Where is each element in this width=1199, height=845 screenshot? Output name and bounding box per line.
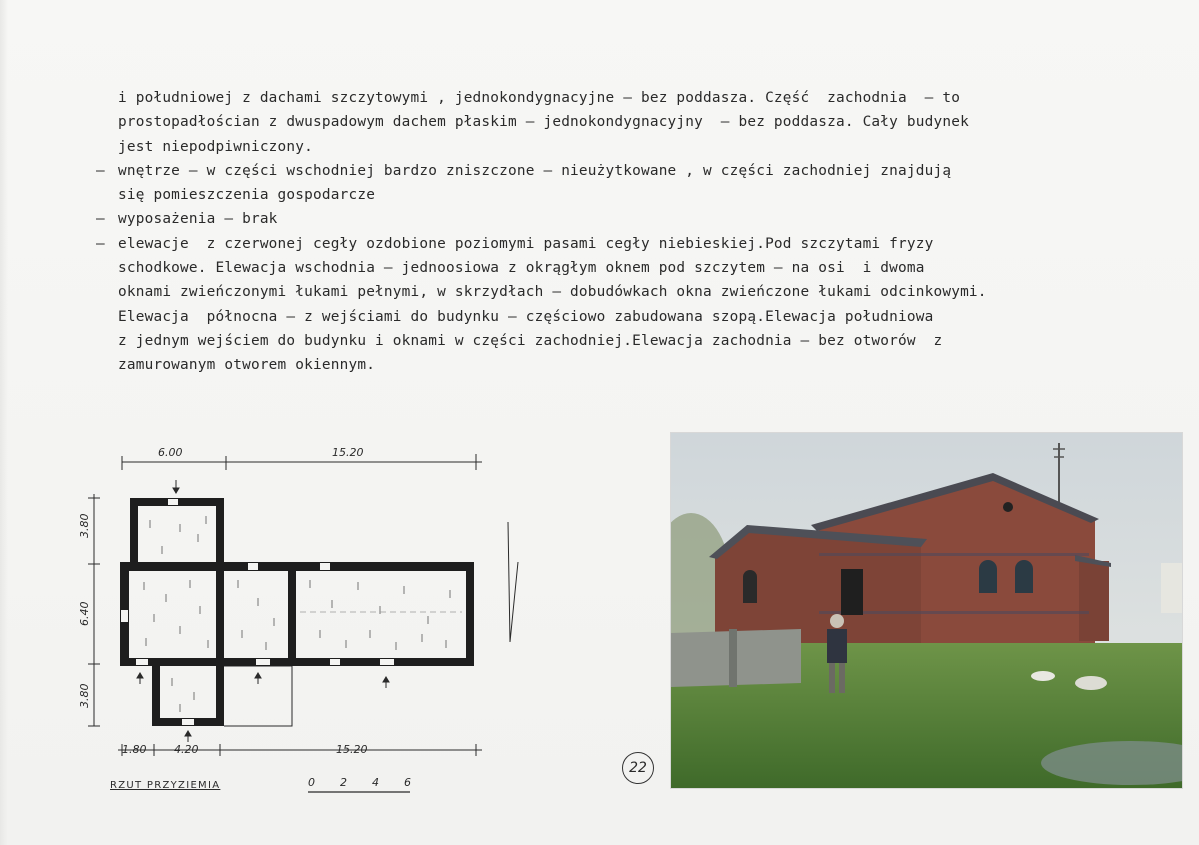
text-line: i południowej z dachami szczytowymi , jednokondygnacyjne – bez poddasza. Część zachodnia – to bbox=[118, 90, 961, 106]
bullet-item-equipment bbox=[96, 207, 1156, 231]
dim-bottom-3: 15.20 bbox=[336, 743, 368, 756]
bullet-continuation: oknami zwieńczonymi łukami pełnymi, w skrzydłach – dobudówkach okna zwieńczone łukami odcinkowymi. bbox=[118, 284, 987, 301]
dim-top-1: 6.00 bbox=[158, 446, 183, 459]
dim-bottom-1: 1.80 bbox=[122, 743, 147, 756]
bullet-text: wnętrze – w części wschodniej bardzo zniszczone – nieużytkowane , w części zachodniej znajdują bbox=[118, 162, 952, 179]
bullet-dash: – bbox=[96, 162, 105, 179]
page-number: 22 bbox=[622, 752, 654, 784]
bullet-item-elevations bbox=[96, 232, 1156, 256]
dim-left-2: 6.40 bbox=[78, 601, 91, 626]
bullet-continuation: zamurowanym otworem okiennym. bbox=[118, 357, 376, 374]
scale-label: 2 bbox=[340, 776, 347, 789]
scan-edge bbox=[0, 0, 8, 845]
dim-bottom-2: 4.20 bbox=[174, 743, 199, 756]
building-photo bbox=[670, 432, 1183, 789]
bullet-text: elewacje z czerwonej cegły ozdobione poziomymi pasami cegły niebieskiej.Pod szczytami fryzy bbox=[118, 235, 934, 252]
bullet-item-interior bbox=[96, 159, 1156, 183]
building-photo-illustration bbox=[671, 433, 1182, 788]
bullet-continuation: z jednym wejściem do budynku i oknami w części zachodniej.Elewacja zachodnia – bez otworów z bbox=[118, 332, 943, 349]
description-text bbox=[96, 86, 1156, 378]
scale-label: 0 bbox=[308, 776, 315, 789]
scale-label: 6 bbox=[404, 776, 411, 789]
bullet-text: wyposażenia – brak bbox=[118, 211, 278, 228]
plan-title: RZUT PRZYZIEMIA bbox=[110, 780, 221, 791]
bullet-continuation: schodkowe. Elewacja wschodnia – jednoosiowa z okrągłym oknem pod szczytem – na osi i dwoma bbox=[118, 260, 925, 277]
text-line: prostopadłościan z dwuspadowym dachem płaskim – jednokondygnacyjny – bez poddasza. Cały budynek bbox=[118, 114, 969, 131]
bullet-dash: – bbox=[96, 211, 105, 228]
dim-left-3: 3.80 bbox=[78, 683, 91, 708]
scale-label: 4 bbox=[372, 776, 379, 789]
floor-plan bbox=[70, 430, 630, 810]
text-line: jest niepodpiwniczony. bbox=[118, 138, 314, 155]
bullet-continuation: Elewacja północna – z wejściami do budynku – częściowo zabudowana szopą.Elewacja południowa bbox=[118, 308, 934, 325]
bullet-continuation: się pomieszczenia gospodarcze bbox=[118, 187, 376, 204]
bullet-dash: – bbox=[96, 235, 105, 252]
dim-left-1: 3.80 bbox=[78, 513, 91, 538]
dim-top-2: 15.20 bbox=[332, 446, 364, 459]
